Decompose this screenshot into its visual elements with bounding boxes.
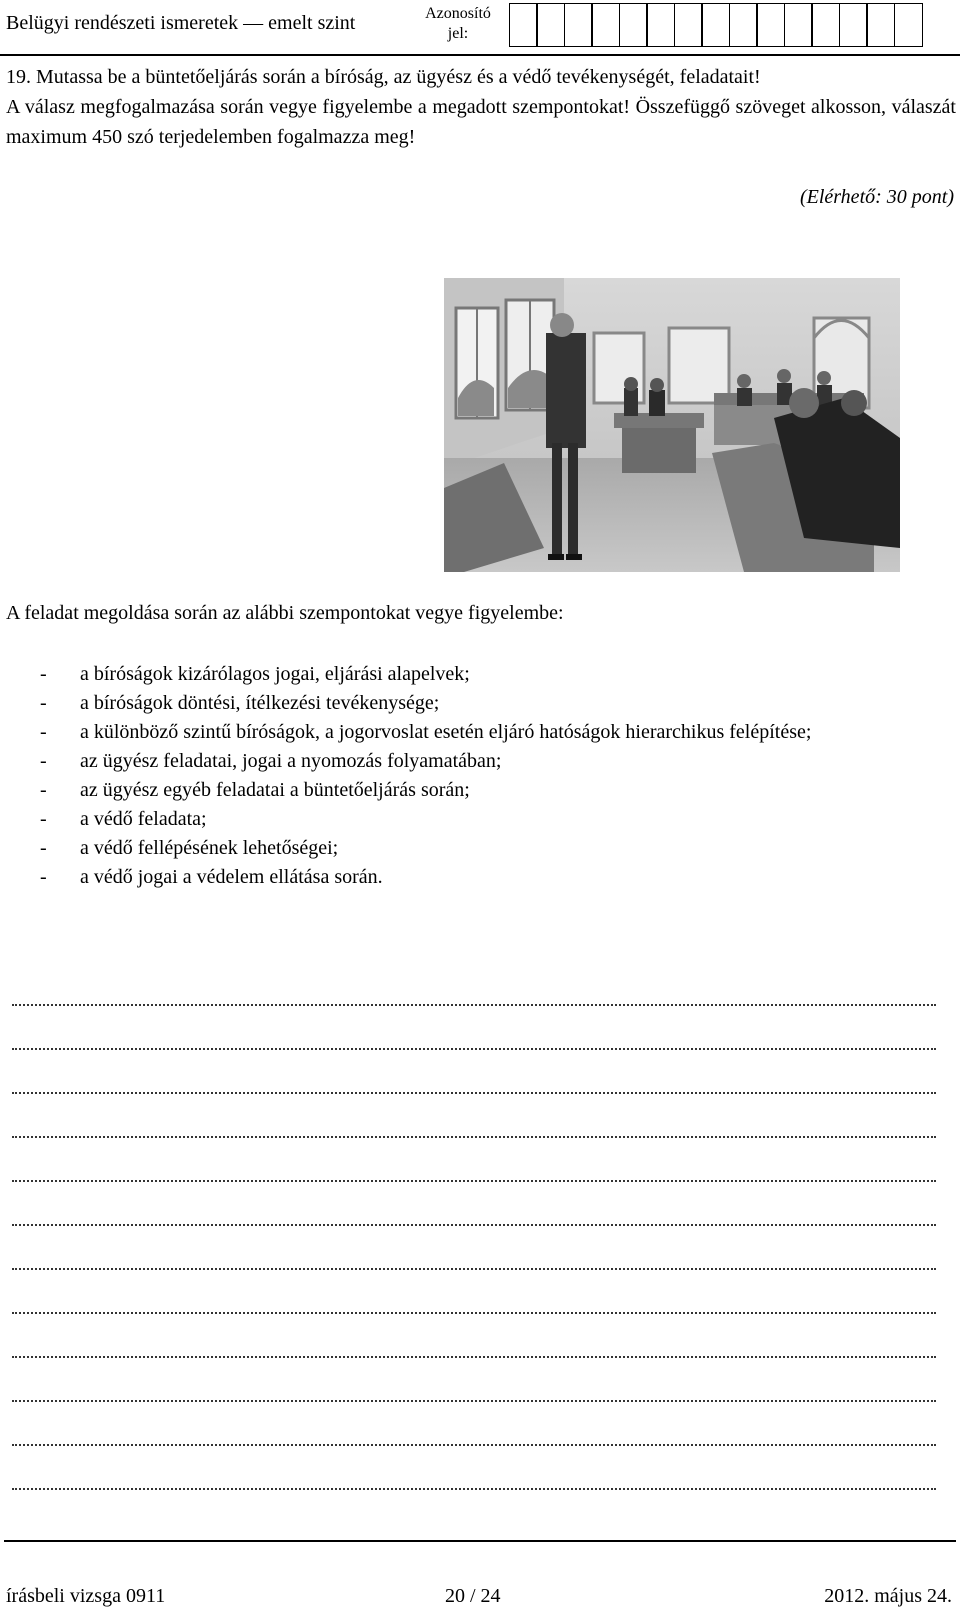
list-item	[6, 805, 956, 834]
id-box[interactable]	[894, 3, 923, 47]
answer-line[interactable]	[6, 1420, 936, 1464]
bullet-dash: -	[40, 721, 47, 743]
header-title: Belügyi rendészeti ismeretek — emelt szint	[6, 12, 356, 34]
answer-line[interactable]	[6, 1376, 936, 1420]
criteria-text: a védő jogai a védelem ellátása során.	[80, 866, 383, 888]
list-item	[6, 718, 956, 747]
answer-line[interactable]	[6, 980, 936, 1024]
header-divider	[0, 54, 960, 56]
answer-lines	[6, 980, 936, 1508]
id-box[interactable]	[701, 3, 730, 47]
answer-line[interactable]	[6, 1200, 936, 1244]
answer-line[interactable]	[6, 1112, 936, 1156]
question-line: 19. Mutassa be a büntetőeljárás során a bíróság, az ügyész és a védő tevékenységét, feladatait!	[6, 66, 761, 88]
answer-line[interactable]	[6, 1068, 936, 1112]
answer-line[interactable]	[6, 1244, 936, 1288]
id-box[interactable]	[536, 3, 565, 47]
bullet-dash: -	[40, 866, 47, 888]
footer-exam-code: írásbeli vizsga 0911	[6, 1585, 166, 1607]
points-label: (Elérhető: 30 pont)	[799, 186, 954, 208]
answer-line[interactable]	[6, 1156, 936, 1200]
criteria-intro: A feladat megoldása során az alábbi szempontokat vegye figyelembe:	[6, 602, 564, 624]
criteria-text: a bíróságok döntési, ítélkezési tevékenysége;	[80, 692, 440, 714]
bullet-dash: -	[40, 750, 47, 772]
criteria-text: az ügyész egyéb feladatai a büntetőeljárás során;	[80, 779, 470, 801]
list-item	[6, 747, 956, 776]
bullet-dash: -	[40, 663, 47, 685]
footer-divider	[4, 1540, 956, 1542]
id-box[interactable]	[564, 3, 593, 47]
bullet-dash: -	[40, 837, 47, 859]
answer-line[interactable]	[6, 1332, 936, 1376]
criteria-text: a bíróságok kizárólagos jogai, eljárási alapelvek;	[80, 663, 470, 685]
id-box[interactable]	[811, 3, 840, 47]
id-box[interactable]	[756, 3, 785, 47]
id-box[interactable]	[729, 3, 758, 47]
answer-line[interactable]	[6, 1024, 936, 1068]
answer-line[interactable]	[6, 1464, 936, 1508]
criteria-text: az ügyész feladatai, jogai a nyomozás folyamatában;	[80, 750, 502, 772]
id-box[interactable]	[591, 3, 620, 47]
id-code-boxes	[510, 3, 923, 47]
bullet-dash: -	[40, 779, 47, 801]
list-item	[6, 689, 956, 718]
id-box[interactable]	[784, 3, 813, 47]
courtroom-photo	[444, 278, 900, 572]
criteria-text: a védő feladata;	[80, 808, 207, 830]
bullet-dash: -	[40, 692, 47, 714]
id-box[interactable]	[866, 3, 895, 47]
id-box[interactable]	[839, 3, 868, 47]
answer-line[interactable]	[6, 1288, 936, 1332]
id-box[interactable]	[674, 3, 703, 47]
footer-date: 2012. május 24.	[824, 1585, 952, 1607]
criteria-text: a védő fellépésének lehetőségei;	[80, 837, 339, 859]
list-item	[6, 863, 956, 892]
bullet-dash: -	[40, 808, 47, 830]
id-box[interactable]	[646, 3, 675, 47]
id-box[interactable]	[509, 3, 538, 47]
criteria-list	[6, 660, 956, 892]
id-box[interactable]	[619, 3, 648, 47]
page-number: 20 / 24	[445, 1585, 501, 1607]
criteria-text: a különböző szintű bíróságok, a jogorvoslat esetén eljáró hatóságok hierarchikus felépítése;	[80, 721, 812, 743]
azonosito-label: Azonosító jel:	[425, 5, 491, 42]
question-text	[6, 62, 956, 152]
list-item	[6, 834, 956, 863]
list-item	[6, 660, 956, 689]
question-instruction: A válasz megfogalmazása során vegye figyelembe a megadott szempontokat! Összefüggő szöveget alkosson, válaszát maximum 450 szó terjedelemben fogalmazza meg!	[6, 96, 956, 148]
list-item	[6, 776, 956, 805]
